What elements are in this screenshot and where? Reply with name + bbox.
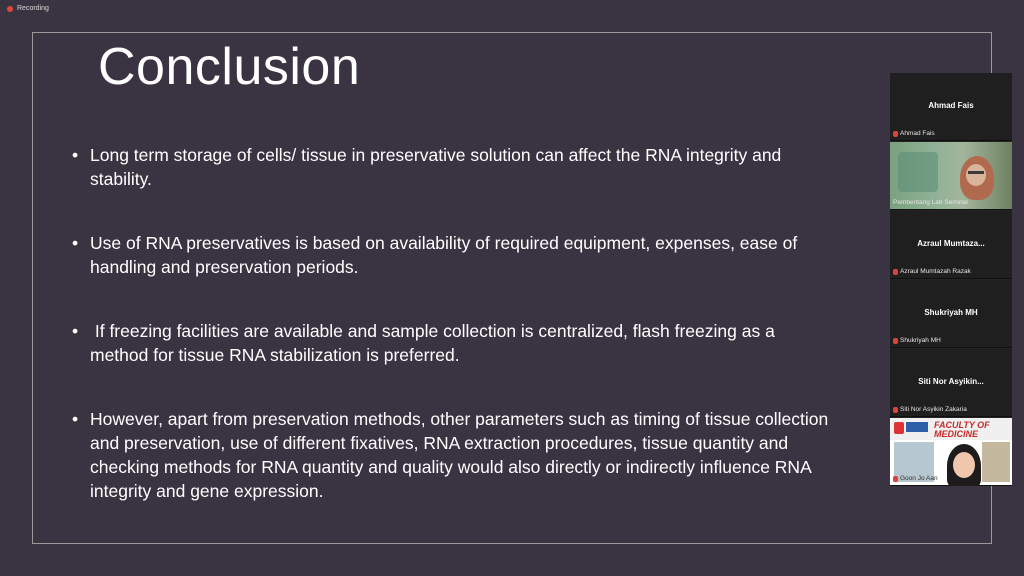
participants-panel[interactable] (890, 73, 1012, 486)
bullet-line: Use of RNA preservatives is based on availability of required equipment, expenses, ease of (90, 233, 798, 253)
recording-indicator (7, 5, 49, 12)
participant-name: Ahmad Fais (900, 130, 935, 137)
bullet-line: handling and preservation periods. (90, 257, 359, 277)
participant-label (893, 199, 969, 206)
building-image (982, 442, 1010, 482)
participant-tile[interactable] (890, 349, 1012, 417)
faculty-banner-text: FACULTY OF MEDICINE (934, 420, 990, 439)
participant-video-tile[interactable] (890, 418, 1012, 486)
bullet-line: stability. (90, 169, 152, 189)
glasses-icon (968, 171, 984, 174)
participant-label (893, 475, 938, 482)
participant-display-name: Ahmad Fais (928, 101, 974, 110)
participant-name: Azraul Mumtazah Razak (900, 268, 971, 275)
mic-muted-icon (893, 338, 898, 344)
participant-tile[interactable] (890, 73, 1012, 141)
mic-muted-icon (893, 476, 898, 482)
participant-label (893, 406, 967, 413)
bullet-list (70, 143, 970, 543)
bullet-line: If freezing facilities are available and sample collection is centralized, flash freezing as a (90, 321, 775, 341)
mic-muted-icon (893, 131, 898, 137)
bullet-line: Long term storage of cells/ tissue in preservative solution can affect the RNA integrity and (90, 145, 782, 165)
hospital-logo-icon (906, 422, 928, 432)
recording-label: Recording (17, 5, 49, 12)
participant-tile[interactable] (890, 211, 1012, 279)
shared-slide (32, 32, 992, 544)
mic-muted-icon (893, 269, 898, 275)
bullet-dot-icon: • (72, 409, 79, 429)
bullet-item (70, 143, 970, 191)
participant-display-name: Siti Nor Asyikin... (918, 377, 984, 386)
university-logo-icon (894, 422, 904, 434)
participant-tile[interactable] (890, 280, 1012, 348)
participant-face (966, 164, 986, 186)
slide-title: Conclusion (98, 38, 361, 96)
participant-display-name: Azraul Mumtaza... (917, 239, 985, 248)
recording-dot-icon (7, 6, 13, 12)
bullet-line: method for tissue RNA stabilization is preferred. (90, 345, 460, 365)
bullet-dot-icon: • (72, 145, 79, 165)
bullet-line: checking methods for RNA quantity and quality would also directly or indirectly influence RNA (90, 457, 812, 477)
bullet-item (70, 407, 970, 503)
participant-name: Pembentang Lab Seminar (893, 199, 969, 206)
participant-name: Siti Nor Asyikin Zakaria (900, 406, 967, 413)
participant-name: Goon Jo Aan (900, 475, 938, 482)
participant-name: Shukriyah MH (900, 337, 941, 344)
background-image (898, 152, 938, 192)
bullet-item (70, 319, 970, 367)
participant-face (953, 452, 975, 478)
participant-label (893, 337, 941, 344)
participant-video-tile[interactable] (890, 142, 1012, 210)
participant-label (893, 268, 971, 275)
bullet-dot-icon: • (72, 233, 79, 253)
participant-label (893, 130, 935, 137)
bullet-line: integrity and gene expression. (90, 481, 324, 501)
bullet-dot-icon: • (72, 321, 79, 341)
bullet-item (70, 231, 970, 279)
participant-display-name: Shukriyah MH (924, 308, 978, 317)
mic-muted-icon (893, 407, 898, 413)
bullet-line: However, apart from preservation methods, other parameters such as timing of tissue collection (90, 409, 829, 429)
bullet-line: and preservation, use of different fixatives, RNA extraction procedures, tissue quantity and (90, 433, 789, 453)
